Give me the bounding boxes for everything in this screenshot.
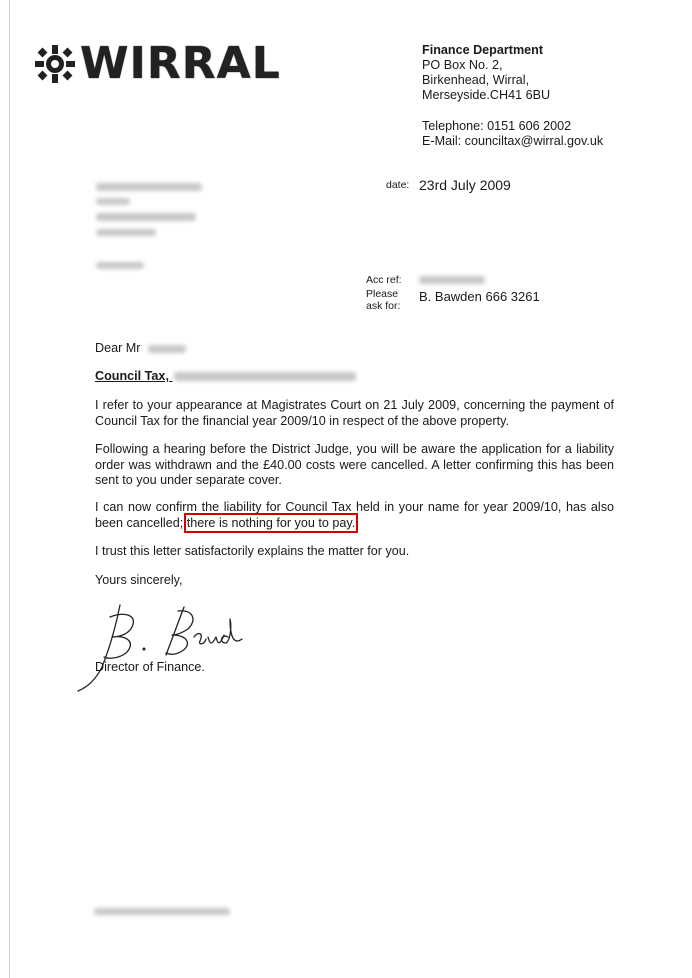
paragraph: I refer to your appearance at Magistrates Court on 21 July 2009, concerning the payment of Council Tax for the financial year 2009/10 in respect of the above property. [95,398,614,428]
redacted-name [148,345,186,353]
redacted-acc-ref [419,276,485,284]
address-line: Merseyside.CH41 6BU [422,88,551,102]
telephone: Telephone: 0151 606 2002 [422,119,572,133]
contact-person: B. Bawden 666 3261 [419,289,540,304]
page-edge [9,0,10,978]
please-ask-label-line: ask for: [366,300,401,312]
acc-ref-label: Acc ref: [366,274,402,286]
redacted-recipient-line [96,183,202,191]
address-line: PO Box No. 2, [422,58,503,72]
paragraph-text: I can now confirm the liability for Council Tax held in your name for year 2009/10, has also been cancelled; [95,500,614,530]
highlighted-statement: there is nothing for you to pay. [186,515,356,530]
signatory-title: Director of Finance. [95,660,205,674]
subject-text: Council Tax, [95,369,169,383]
redacted-recipient-line [96,198,130,205]
logo-wordmark: WIRRAL [80,38,281,89]
closing: Yours sincerely, [95,573,183,587]
paragraph: Following a hearing before the District Judge, you will be aware the application for a liability order was withdrawn and the £40.00 costs were cancelled. A letter confirming this has been sent to you under separate cover. [95,442,614,487]
salutation-text: Dear Mr [95,341,141,355]
address-line: Birkenhead, Wirral, [422,73,530,87]
paragraph [95,500,614,531]
date-value: 23rd July 2009 [419,177,511,193]
redacted-footer [94,908,230,915]
wirral-logo [34,40,281,88]
salutation [95,341,186,357]
paragraph: I trust this letter satisfactorily explains the matter for you. [95,544,410,558]
department-name: Finance Department [422,43,544,57]
email: E-Mail: counciltax@wirral.gov.uk [422,134,604,148]
please-ask-label-line: Please [366,288,399,300]
handwritten-signature [66,597,246,693]
sender-address [422,43,550,103]
redacted-recipient-line [96,229,156,236]
subject-line [95,369,356,385]
redacted-property-address [174,372,356,381]
sender-contact [422,119,603,149]
please-ask-label [366,288,400,312]
wirral-emblem-icon [34,44,76,84]
redacted-recipient-line [96,262,144,269]
date-label: date: [386,179,410,191]
redacted-recipient-line [96,213,196,221]
